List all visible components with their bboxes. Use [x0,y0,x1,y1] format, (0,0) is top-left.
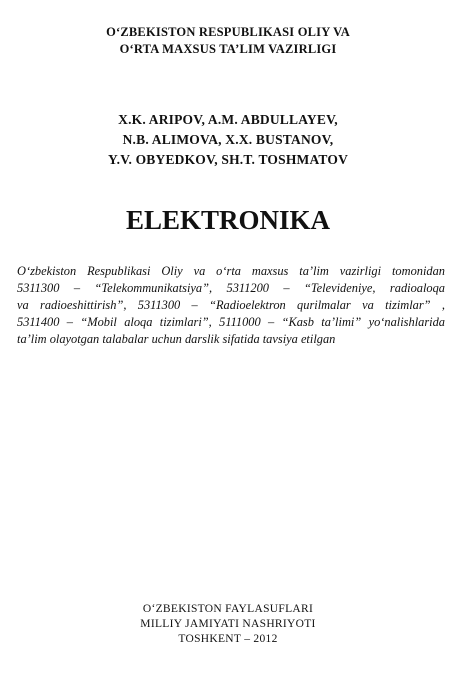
recommendation-line-3: va radioeshittirish”, 5311300 – “Radioelektron qurilmalar va tizimlar” , [17,298,445,312]
authors-block [0,110,456,170]
book-title: ELEKTRONIKA [125,205,331,235]
ministry-line-1: O‘ZBEKISTON RESPUBLIKASI OLIY VA [106,25,350,39]
recommendation-line-4: 5311400 – “Mobil aloqa tizimlari”, 5111000 – “Kasb ta’limi” yo‘nalishlarida [17,315,445,329]
publisher-line-3: TOSHKENT – 2012 [178,633,278,645]
authors-line-3: Y.V. OBYEDKOV, SH.T. TOSHMATOV [107,152,349,167]
recommendation-line-1: O‘zbekiston Respublikasi Oliy va o‘rta maxsus ta’lim vazirligi tomonidan [17,264,445,278]
ministry-heading [0,24,456,58]
authors-line-2: N.B. ALIMOVA, X.X. BUSTANOV, [122,132,334,147]
recommendation-line-2: 5311300 – “Telekommunikatsiya”, 5311200 – “Televideniye, radioaloqa [17,281,445,295]
publisher-line-2: MILLIY JAMIYATI NASHRIYOTI [140,618,316,630]
authors-line-1: X.K. ARIPOV, A.M. ABDULLAYEV, [118,112,338,127]
publisher-line-1: O‘ZBEKISTON FAYLASUFLARI [142,603,314,615]
recommendation-paragraph [17,263,445,348]
ministry-line-2: O‘RTA MAXSUS TA’LIM VAZIRLIGI [119,42,337,56]
recommendation-line-5: ta’lim olayotgan talabalar uchun darslik sifatida tavsiya etilgan [17,332,336,346]
publisher-block [0,602,456,647]
